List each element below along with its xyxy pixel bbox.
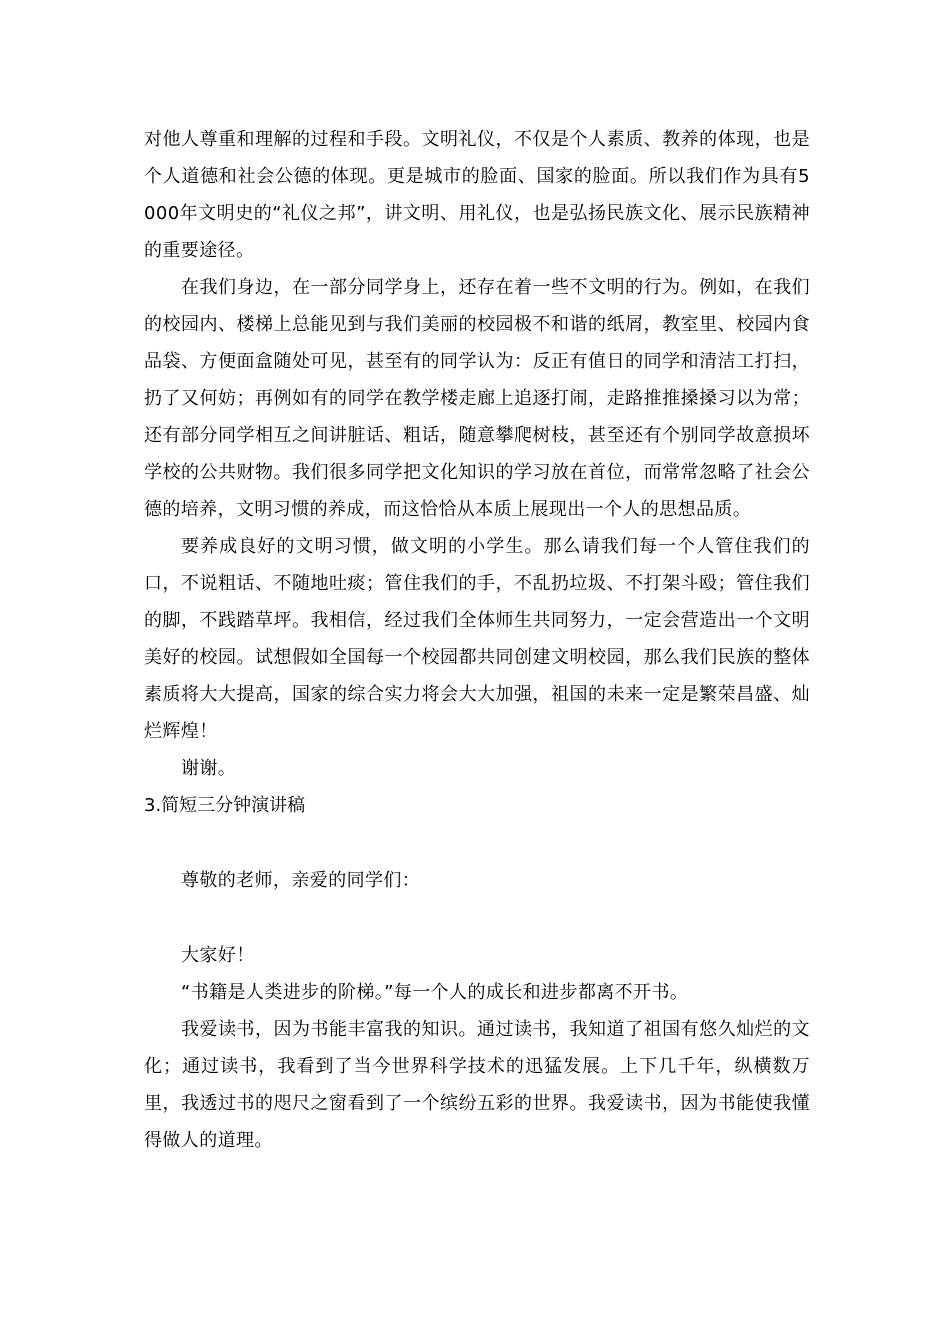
quote-paragraph: “书籍是人类进步的阶梯。”每一个人的成长和进步都离不开书。 bbox=[181, 982, 689, 1003]
reading-paragraph: 我爱读书，因为书能丰富我的知识。通过读书，我知道了祖国有悠久灿烂的文化；通过读书，我看到了当今世界科学技术的迅猛发展。上下几千年，纵横数万里，我透过书的咫尺之窗看到了一个缤纷五彩的世界。我爱读书，因为书能使我懂得做人的道理。 bbox=[144, 1019, 810, 1151]
paragraph-good-habits: 要养成良好的文明习惯，做文明的小学生。那么请我们每一个人管住我们的口，不说粗话、不随地吐痰；管住我们的手，不乱扔垃圾、不打架斗殴；管住我们的脚，不践踏草坪。我相信，经过我们全体师生共同努力，一定会营造出一个文明美好的校园。试想假如全国每一个校园都共同创建文明校园，那么我们民族的整体素质将大大提高，国家的综合实力将会大大加强，祖国的未来一定是繁荣昌盛、灿烂辉煌！ bbox=[144, 536, 810, 742]
hello-line: 大家好！ bbox=[181, 945, 255, 966]
paragraph-thanks: 谢谢。 bbox=[181, 758, 237, 779]
section-heading: 3.简短三分钟演讲稿 bbox=[144, 795, 306, 816]
greeting: 尊敬的老师，亲爱的同学们： bbox=[181, 870, 421, 891]
document-body bbox=[144, 121, 810, 1159]
paragraph-uncivil-behavior: 在我们身边，在一部分同学身上，还存在着一些不文明的行为。例如，在我们的校园内、楼梯上总能见到与我们美丽的校园极不和谐的纸屑，教室里、校园内食品袋、方便面盒随处可见，甚至有的同学认为：反正有值日的同学和清洁工打扫，扔了又何妨；再例如有的同学在教学楼走廊上追逐打闹，走路推推搡搡习以为常；还有部分同学相互之间讲脏话、粗话，随意攀爬树枝，甚至还有个别同学故意损坏学校的公共财物。我们很多同学把文化知识的学习放在首位，而常常忽略了社会公德的培养，文明习惯的养成，而这恰恰从本质上展现出一个人的思想品质。 bbox=[144, 277, 810, 520]
paragraph-continued: 对他人尊重和理解的过程和手段。文明礼仪，不仅是个人素质、教养的体现，也是个人道德和社会公德的体现。更是城市的脸面、国家的脸面。所以我们作为具有5000年文明史的“礼仪之邦”，讲文明、用礼仪，也是弘扬民族文化、展示民族精神的重要途径。 bbox=[144, 129, 810, 261]
